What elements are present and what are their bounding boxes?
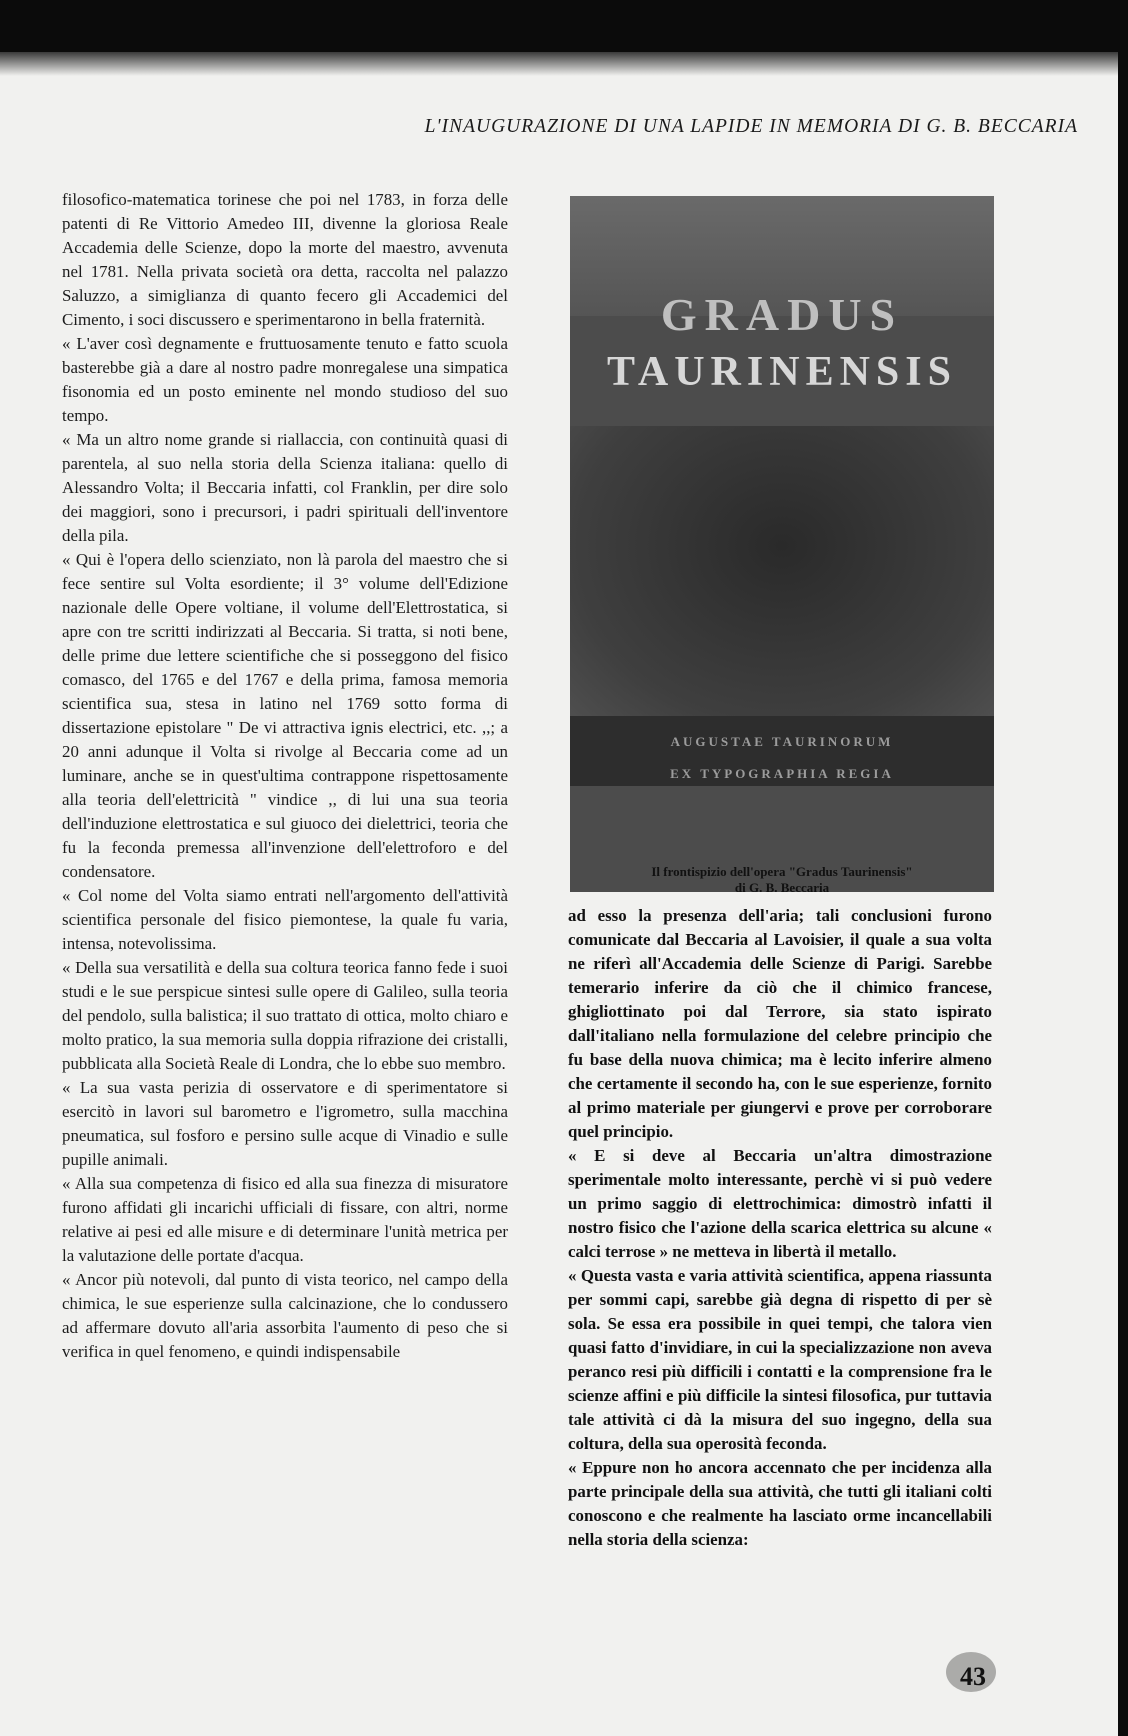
paragraph: « L'aver così degnamente e fruttuosamente tenuto e fatto scuola basterebbe già a dare al nostro padre monregalese una simpatica fisonomia ed un posto eminente nel mondo studioso del suo tempo. (62, 334, 508, 425)
paragraph: « Della sua versatilità e della sua coltura teorica fanno fede i suoi studi e le sue perspicue sintesi sulle opere di Galileo, sulla teoria del pendolo, sulla balistica; il suo trattato di ottica, molto chiaro e molto pratico, la sua memoria sulla doppia rifrazione dei cristalli, pubblicata alla Società Reale di Londra, che lo ebbe suo membro. (62, 958, 508, 1073)
caption-line: di G. B. Beccaria (734, 880, 830, 895)
paragraph: « Questa vasta e varia attività scientifica, appena riassunta per sommi capi, sarebbe già degna di rispetto di per sè sola. Se essa era possibile in quei tempi, che talora vien quasi fatto d'invidiare, in cui la specializzazione non aveva peranco resi più difficili i contatti e la comprensione fra le scienze affini e più difficile la sintesi filosofica, pur tuttavia tale attività ci dà la misura del suo ingegno, della sua coltura, della sua operosità feconda. (568, 1266, 992, 1453)
book-page (0, 52, 1118, 1736)
paragraph: « Ma un altro nome grande si riallaccia, con continuità quasi di parentela, al suo nella storia della Scienza italiana: quello di Alessandro Volta; il Beccaria infatti, col Franklin, per dire solo dei maggiori, sono i precursori, i padri spirituali dell'inventore della pila. (62, 430, 508, 545)
page-top-shadow (0, 52, 1118, 76)
page-number: 43 (960, 1662, 986, 1691)
paragraph: « La sua vasta perizia di osservatore e di sperimentatore si esercitò in lavori sul barometro e l'igrometro, sulla macchina pneumatica, sul fosforo e persino sulle acque di Vinadio e sulle pupille animali. (62, 1078, 508, 1169)
paragraph: « Eppure non ho ancora accennato che per incidenza alla parte principale della sua attività, che tutti gli italiani colti conoscono e che realmente ha lasciato orme incancellabili nella storia della scienza: (568, 1458, 992, 1549)
paragraph: « Ancor più notevoli, dal punto di vista teorico, nel campo della chimica, le sue esperienze sulla calcinazione, che lo condussero ad affermare dovuto all'aria assorbita l'aumento di peso che si verifica in quel fenomeno, e quindi indispensabile (62, 1270, 508, 1361)
paragraph: « Qui è l'opera dello scienziato, non là parola del maestro che si fece sentire sul Volta esordiente; il 3° volume dell'Edizione nazionale delle Opere voltiane, il volume dell'Elettrostatica, si apre con tre scritti indirizzati al Beccaria. Si tratta, si noti bene, delle prime due lettere scientifiche che si posseggono del fisico comasco, del 1765 e del 1767 e della prima, famosa memoria scientifica sua, stesa in latino nel 1769 sotto forma di dissertazione epistolare " De vi attractiva ignis electrici, etc. ,,; a 20 anni adunque il Volta si rivolge al Beccaria come ad un luminare, anche se in quest'ultima contrappone rispettosamente alla teoria dell'elettricità " vindice ,, di lui una sua teoria dell'induzione elettrostatica e sul giuoco dei dielettrici, teoria che fu la feconda premessa all'invenzione dell'elettroforo e del condensatore. (62, 550, 508, 881)
left-text-column (62, 188, 508, 1364)
frontispiece-imprint-1: AUGUSTAE TAURINORUM (670, 734, 894, 749)
paragraph: ad esso la presenza dell'aria; tali conclusioni furono comunicate dal Beccaria al Lavoisier, il quale a sua volta ne riferì all'Accademia delle Scienze di Parigi. Sarebbe temerario inferire da ciò che il chimico francese, ghigliottinato poi dal Terrore, sia stato ispirato dall'italiano nella formulazione del celebre principio che fu base della nuova chimica; ma è lecito inferire almeno che certamente il secondo ha, con le sue esperienze, fornito al primo materiale per giungervi e prove per corroborare quel principio. (568, 906, 992, 1141)
frontispiece-imprint-2: EX TYPOGRAPHIA REGIA (670, 766, 894, 781)
frontispiece-photo (570, 196, 994, 892)
paragraph: « Col nome del Volta siamo entrati nell'argomento dell'attività scientifica personale del fisico piemontese, la quale fu varia, intensa, notevolissima. (62, 886, 508, 953)
caption-line: Il frontispizio dell'opera "Gradus Taurinensis" (651, 864, 913, 879)
running-header: L'INAUGURAZIONE DI UNA LAPIDE IN MEMORIA DI G. B. BECCARIA (424, 116, 1078, 137)
figure-caption (570, 864, 994, 896)
paragraph: « Alla sua competenza di fisico ed alla sua finezza di misuratore furono affidati gli incarichi ufficiali di fissare, con altri, norme relative ai pesi ed alle misure e di determinare l'unità metrica per la valutazione delle portate d'acqua. (62, 1174, 508, 1265)
right-text-column (568, 904, 992, 1552)
frontispiece-title-word-1: GRADUS (660, 289, 904, 340)
paragraph: filosofico-matematica torinese che poi nel 1783, in forza delle patenti di Re Vittorio Amedeo III, divenne la gloriosa Reale Accademia delle Scienze, dopo la morte del maestro, avvenuta nel 1781. Nella privata società ora detta, raccolta nel palazzo Saluzzo, a simiglianza di quanto fecero gli Accademici del Cimento, i soci discussero e sperimentarono in bella fraternità. (62, 190, 508, 329)
paragraph: « E si deve al Beccaria un'altra dimostrazione sperimentale molto interessante, perchè vi si può vedere un primo saggio di elettrochimica: dimostrò infatti il nostro fisico che l'azione della scarica elettrica su alcune « calci terrose » ne metteva in libertà il metallo. (568, 1146, 992, 1261)
frontispiece-title-word-2: TAURINENSIS (607, 349, 957, 395)
